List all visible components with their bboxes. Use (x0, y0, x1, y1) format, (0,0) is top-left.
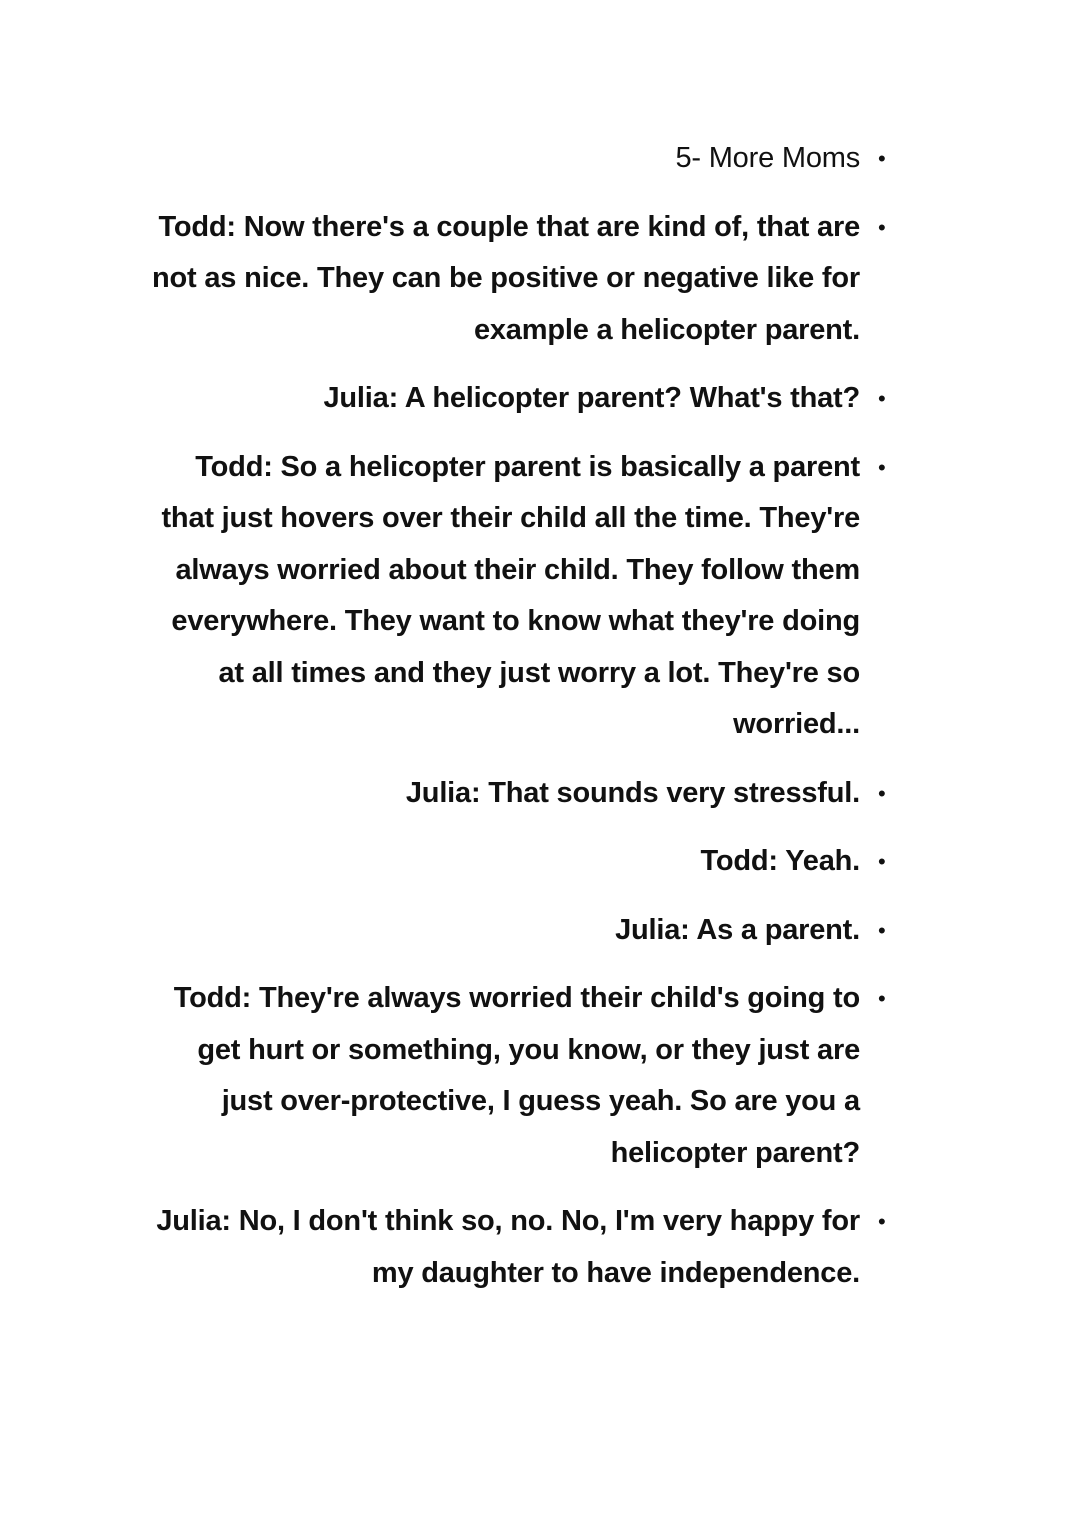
list-item (150, 442, 910, 751)
list-item-heading (150, 133, 910, 185)
dialogue-line: Julia: No, I don't think so, no. No, I'm very happy for my daughter to have independence. (156, 1205, 860, 1289)
bullet-icon: • (878, 917, 886, 943)
dialogue-line: Todd: Now there's a couple that are kind of, that are not as nice. They can be positive or negative like for example a helicopter parent. (152, 210, 860, 346)
bullet-icon: • (878, 780, 886, 806)
dialogue-line: Todd: So a helicopter parent is basically a parent that just hovers over their child all the time. They're always worried about their child. They follow them everywhere. They want to know what they're doing at all times and they just worry a lot. They're so worried... (161, 450, 860, 740)
transcript-list (150, 133, 910, 1316)
dialogue-line: Todd: Yeah. (700, 845, 860, 877)
list-item (150, 373, 910, 425)
dialogue-line: Julia: As a parent. (615, 913, 860, 946)
list-item (150, 836, 910, 888)
section-heading: 5- More Moms (675, 142, 860, 174)
bullet-icon: • (878, 454, 886, 480)
list-item (150, 905, 910, 957)
bullet-icon: • (878, 849, 886, 874)
bullet-icon: • (878, 386, 886, 411)
dialogue-line: Todd: They're always worried their child's going to get hurt or something, you know, or they just are just over-protective, I guess yeah. So are you a helicopter parent? (173, 982, 860, 1169)
bullet-icon: • (878, 986, 886, 1011)
list-item (150, 973, 910, 1179)
list-item (150, 768, 910, 820)
bullet-icon: • (878, 146, 886, 171)
bullet-icon: • (878, 1209, 886, 1234)
list-item (150, 1196, 910, 1299)
dialogue-line: Julia: That sounds very stressful. (405, 776, 860, 809)
list-item (150, 202, 910, 357)
dialogue-line: Julia: A helicopter parent? What's that? (323, 382, 860, 414)
bullet-icon: • (878, 214, 886, 240)
